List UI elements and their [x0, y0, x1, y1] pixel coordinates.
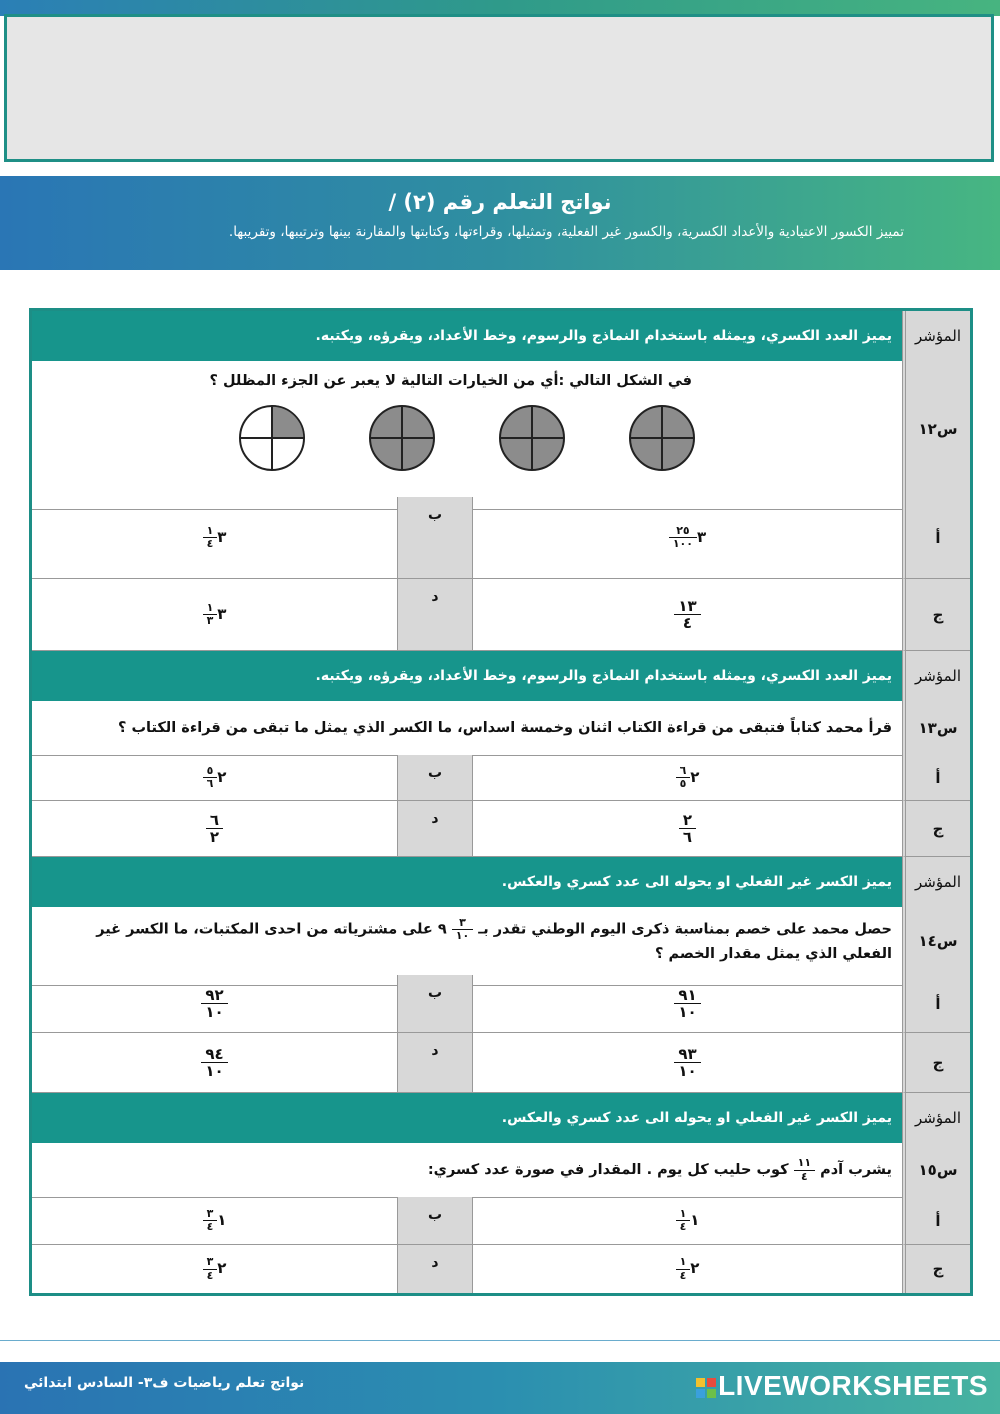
option-a[interactable]: ٢ $\frac{٦}{٥}$ — [472, 755, 902, 801]
question-row-14 — [32, 907, 970, 975]
question-code: س١٢ — [902, 361, 970, 497]
option-d[interactable]: $\frac{٦}{٢}$ — [32, 801, 397, 857]
option-b[interactable]: ٣ $\frac{١}{٤}$ — [32, 497, 397, 579]
indicator-label: المؤشر — [902, 651, 970, 701]
question-row-13 — [32, 701, 970, 755]
option-a[interactable]: ٣ $\frac{٢٥}{١٠٠}$ — [472, 497, 902, 579]
option-c-label: ج — [902, 1245, 970, 1293]
footer-text: نواتج تعلم رياضيات ف٣- السادس ابتدائي — [24, 1375, 305, 1391]
options-row — [32, 579, 970, 651]
options-row — [32, 1033, 970, 1093]
option-a-label: أ — [902, 1197, 970, 1245]
circle-full-shaded — [630, 406, 694, 470]
option-a[interactable]: ١ $\frac{١}{٤}$ — [472, 1197, 902, 1245]
question-text: حصل محمد على خصم بمناسبة ذكرى اليوم الوطني تقدر بـ $\frac{٣}{١٠}$ ٩ على مشترياته من احدى المكتبات، ما الكسر غير الفعلي الذي يمثل مقدار الخصم ؟ — [32, 907, 902, 986]
option-d-label: د — [397, 801, 472, 857]
options-row — [32, 1197, 970, 1245]
option-d[interactable]: ٣ $\frac{١}{٣}$ — [32, 579, 397, 651]
circle-full-shaded — [500, 406, 564, 470]
option-c-label: ج — [902, 801, 970, 857]
indicator-text: يميز الكسر غير الفعلي او يحوله الى عدد كسري والعكس. — [32, 1093, 902, 1143]
options-row — [32, 497, 970, 579]
option-d[interactable]: ٢ $\frac{٣}{٤}$ — [32, 1245, 397, 1293]
question-row-15 — [32, 1143, 970, 1197]
header-box — [4, 14, 994, 162]
option-c[interactable]: ٢ $\frac{١}{٤}$ — [472, 1245, 902, 1293]
footer — [0, 1362, 1000, 1414]
option-b[interactable]: ١ $\frac{٣}{٤}$ — [32, 1197, 397, 1245]
option-a-label: أ — [902, 975, 970, 1033]
option-c[interactable]: $\frac{٢}{٦}$ — [472, 801, 902, 857]
option-b-label: ب — [397, 497, 472, 579]
indicator-row — [32, 1093, 970, 1143]
indicator-text: يميز العدد الكسري، ويمثله باستخدام النماذج والرسوم، وخط الأعداد، ويقرؤه، ويكتبه. — [32, 311, 902, 361]
option-c-label: ج — [902, 579, 970, 651]
option-b[interactable]: ٢ $\frac{٥}{٦}$ — [32, 755, 397, 801]
option-d-label: د — [397, 579, 472, 651]
indicator-row — [32, 311, 970, 361]
indicator-text: يميز الكسر غير الفعلي او يحوله الى عدد كسري والعكس. — [32, 857, 902, 907]
option-c[interactable]: $\frac{٩٣}{١٠}$ — [472, 1033, 902, 1093]
options-row — [32, 975, 970, 1033]
indicator-label: المؤشر — [902, 311, 970, 361]
option-d-label: د — [397, 1033, 472, 1093]
option-a-label: أ — [902, 497, 970, 579]
banner-title: نواتج التعلم رقم (٢) / — [388, 190, 612, 214]
banner — [0, 176, 1000, 270]
options-row — [32, 801, 970, 857]
indicator-label: المؤشر — [902, 857, 970, 907]
question-text: في الشكل التالي :أي من الخيارات التالية لا يعبر عن الجزء المظلل ؟ — [32, 361, 902, 510]
option-b-label: ب — [397, 755, 472, 801]
footer-divider — [0, 1340, 1000, 1341]
question-code: س١٣ — [902, 701, 970, 755]
circle-full-shaded — [370, 406, 434, 470]
options-row — [32, 1245, 970, 1293]
question-table — [29, 308, 973, 1296]
question-code: س١٤ — [902, 907, 970, 975]
indicator-text: يميز العدد الكسري، ويمثله باستخدام النماذج والرسوم، وخط الأعداد، ويقرؤه، ويكتبه. — [32, 651, 902, 701]
banner-subtitle: تمييز الكسور الاعتيادية والأعداد الكسرية، والكسور غير الفعلية، وتمثيلها، وقراءتها، وكتابتها والمقارنة بينها وترتيبها، وتقريبها. — [228, 224, 904, 240]
indicator-row — [32, 651, 970, 701]
option-c-label: ج — [902, 1033, 970, 1093]
option-d[interactable]: $\frac{٩٤}{١٠}$ — [32, 1033, 397, 1093]
question-text: قرأ محمد كتاباً فتبقى من قراءة الكتاب اثنان وخمسة اسداس، ما الكسر الذي يمثل ما تبقى من قراءة الكتاب ؟ — [32, 701, 902, 756]
question-text: يشرب آدم $\frac{١١}{٤}$ كوب حليب كل يوم . المقدار في صورة عدد كسري: — [32, 1143, 902, 1198]
option-b[interactable]: $\frac{٩٢}{١٠}$ — [32, 975, 397, 1033]
option-b-label: ب — [397, 975, 472, 1033]
indicator-label: المؤشر — [902, 1093, 970, 1143]
option-a-label: أ — [902, 755, 970, 801]
logo-icon — [696, 1378, 716, 1398]
liveworksheets-logo[interactable]: LIVEWORKSHEETS — [696, 1370, 988, 1402]
indicator-row — [32, 857, 970, 907]
question-code: س١٥ — [902, 1143, 970, 1197]
option-c[interactable]: $\frac{١٣}{٤}$ — [472, 579, 902, 651]
option-b-label: ب — [397, 1197, 472, 1245]
question-row-12 — [32, 361, 970, 497]
circle-quarter-shaded — [240, 406, 304, 470]
option-d-label: د — [397, 1245, 472, 1293]
options-row — [32, 755, 970, 801]
option-a[interactable]: $\frac{٩١}{١٠}$ — [472, 975, 902, 1033]
fraction-circles — [232, 403, 702, 473]
